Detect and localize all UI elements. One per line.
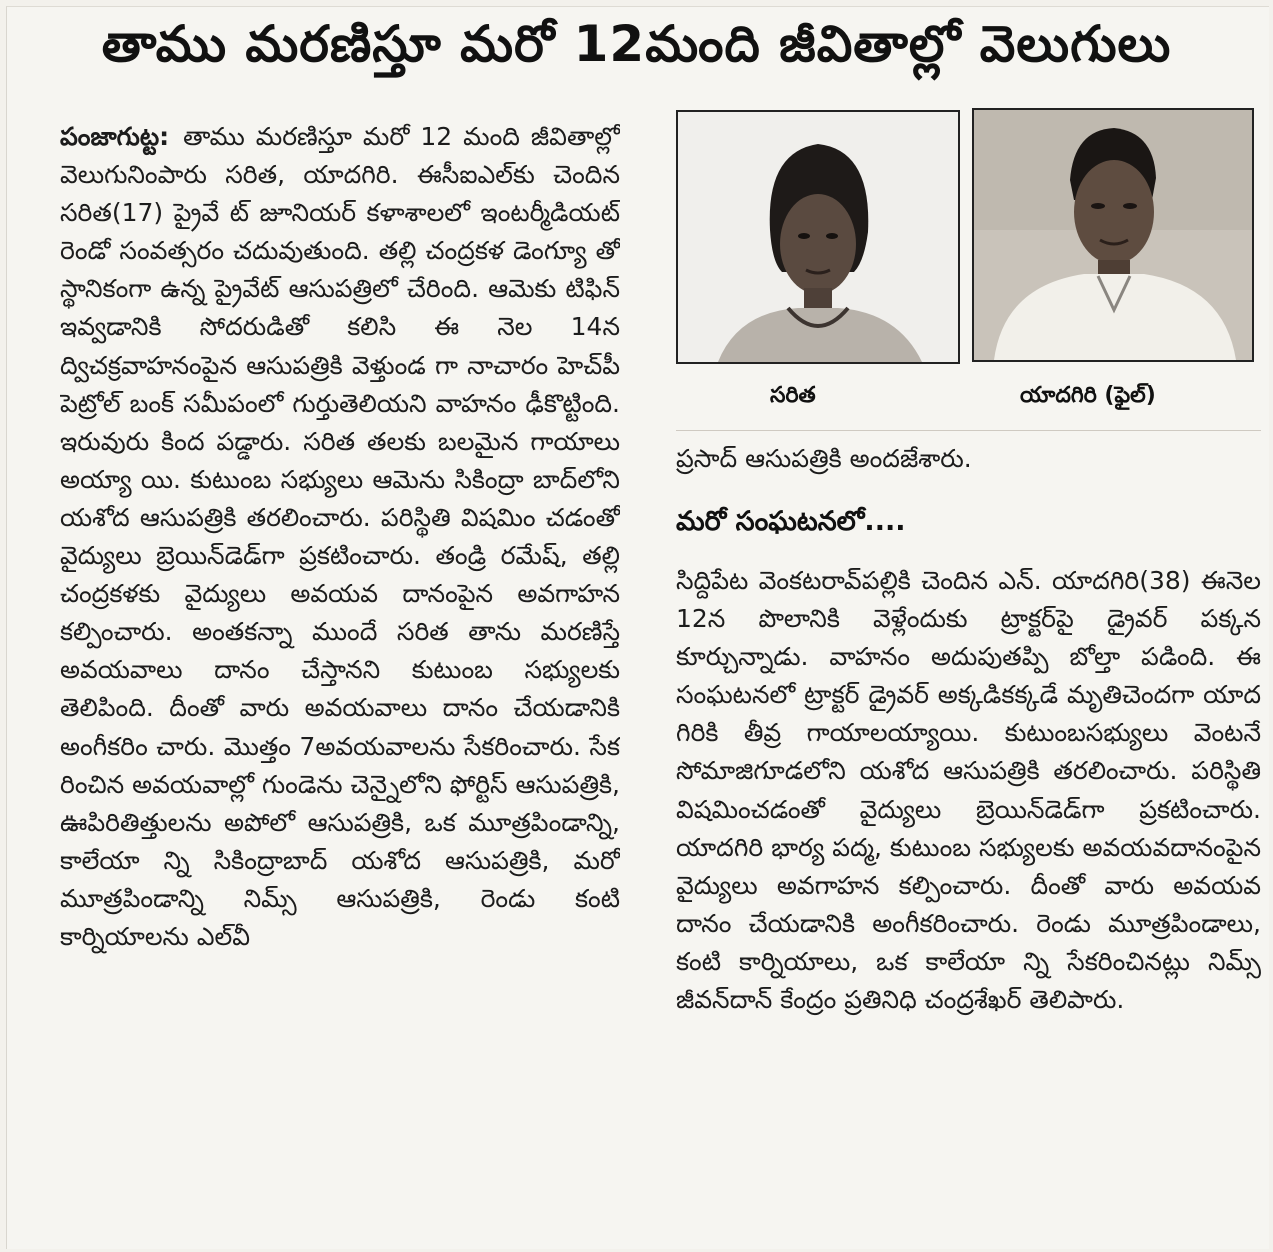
portrait-girl-image [678,112,958,362]
photo-yadagiri [972,108,1254,362]
right-body-text: సిద్దిపేట వెంకటరావ్‌పల్లికి చెందిన ఎన్. యాదగిరి(38) ఈనెల 12న పొలానికి వెళ్లేందుకు ట్రాక్టర్‌పై డ్రైవర్ పక్కన కూర్చున్నాడు. వాహనం అదుపుతప్పి బోల్తా పడింది. ఈ సంఘటనలో ట్రాక్టర్ డ్రైవర్ అక్కడికక్కడే మృతిచెందగా యాద గిరికి తీవ్ర గాయాలయ్యాయి. కుటుంబసభ్యులు వెంటనే సోమాజిగూడలోని యశోద ఆసుపత్రికి తరలించారు. పరిస్థితి విషమించడంతో వైద్యులు బ్రెయిన్‌డెడ్‌గా ప్రకటించారు. యాదగిరి భార్య పద్మ, కుటుంబ సభ్యులకు అవయవదానంపైన వైద్యులు అవగాహన కల్పించారు. దీంతో వారు అవయవ దానం చేయడానికి అంగీకరించారు. రెండు మూత్రపిండాలు, కంటి కార్నియాలు, ఒక కాలేయా న్ని సేకరించినట్లు నిమ్స్ జీవన్‌దాన్ కేంద్రం ప్రతినిధి చంద్రశేఖర్ తెలిపారు. [676,566,1261,1015]
right-column-body [676,562,1261,1234]
left-body-text: తాము మరణిస్తూ మరో 12 మంది జీవితాల్లో వెలుగునింపారు సరిత, యాదగిరి. ఈసీఐఎల్‌కు చెందిన సరిత(17) ప్రైవే ట్ జూనియర్ కళాశాలలో ఇంటర్మీడియట్ రెండో సంవత్సరం చదువుతుంది. తల్లి చంద్రకళ డెంగ్యూ తో స్థానికంగా ఉన్న ప్రైవేట్ ఆసుపత్రిలో చేరింది. ఆమెకు టిఫిన్ ఇవ్వడానికి సోదరుడితో కలిసి ఈ నెల 14న ద్విచక్రవాహనంపైన ఆసుపత్రికి వెళ్తుండ గా నాచారం హెచ్‌పీ పెట్రోల్ బంక్ సమీపంలో గుర్తుతెలియని వాహనం ఢీకొట్టింది. ఇరువురు కింద పడ్డారు. సరిత తలకు బలమైన గాయాలు అయ్యా యి. కుటుంబ సభ్యులు ఆమెను సికింద్రా బాద్‌లోని యశోద ఆసుపత్రికి తరలించారు. పరిస్థితి విషమిం చడంతో వైద్యులు బ్రెయిన్‌డెడ్‌గా ప్రకటించారు. తండ్రి రమేష్, తల్లి చంద్రకళకు వైద్యులు అవయవ దానంపైన అవగాహన కల్పించారు. అంతకన్నా ముందే సరిత తాను మరణిస్తే అవయవాలు దానం చేస్తానని కుటుంబ సభ్యులకు తెలిపింది. దీంతో వారు అవయవాలు దానం చేయడానికి అంగీకరిం చారు. మొత్తం 7అవయవాలను సేకరించారు. సేక రించిన అవయవాల్లో గుండెను చెన్నైలోని ఫోర్టిస్ ఆసుపత్రికి, ఊపిరితిత్తులను అపోలో ఆసుపత్రికి, ఒక మూత్రపిండాన్ని, కాలేయా న్ని సికింద్రాబాద్ యశోద ఆసుపత్రికి, మరో మూత్రపిండాన్ని నిమ్స్ ఆసుపత్రికి, రెండు కంటి కార్నియాలను ఎల్‌వీ [60,122,620,951]
photo-saritha [676,110,960,364]
dateline: పంజాగుట్ట: [60,122,170,151]
photo-caption-saritha: సరిత [770,383,816,408]
headline: తాము మరణిస్తూ మరో 12మంది జీవితాల్లో వెలుగులు [101,15,1172,73]
left-column [60,118,620,1243]
photo-caption-yadagiri: యాదగిరి (ఫైల్) [1020,383,1156,408]
subheading: మరో సంఘటనలో.... [676,506,906,537]
continuation-text: ప్రసాద్ ఆసుపత్రికి అందజేశారు. [676,444,972,473]
portrait-man-image [974,110,1252,360]
divider [676,430,1261,431]
right-column-continuation [676,440,1261,478]
left-article-body [60,118,620,956]
